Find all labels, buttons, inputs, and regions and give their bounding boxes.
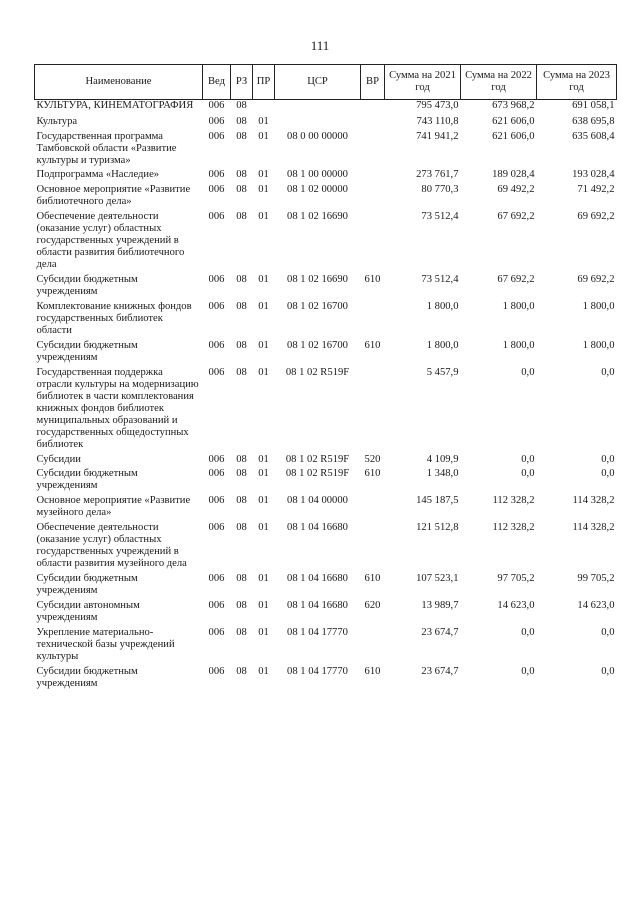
row-rz: 08: [236, 573, 247, 584]
row-sum-2023: 114 328,2: [572, 495, 615, 506]
row-sum-2021: 4 109,9: [426, 454, 459, 465]
row-name: Обеспечение деятельности (оказание услуг) областных государственных учреждений в области развития музейного дела: [36, 522, 187, 569]
table-row: [35, 301, 617, 337]
header-sum-2021: Сумма на 2021 год: [385, 65, 461, 100]
row-sum-2022: 621 606,0: [492, 116, 535, 127]
row-csr: 08 1 02 R519F: [285, 468, 350, 479]
row-sum-2021: 23 674,7: [421, 627, 459, 638]
row-sum-2022: 0,0: [521, 367, 535, 378]
row-sum-2023: 635 608,4: [572, 131, 615, 142]
row-sum-2023: 114 328,2: [572, 522, 615, 533]
header-vr: ВР: [361, 65, 385, 100]
row-rz: 08: [236, 340, 247, 351]
row-csr: 08 1 04 16680: [287, 573, 348, 584]
row-sum-2023: 0,0: [601, 367, 615, 378]
table-row: [35, 468, 617, 492]
table-row: [35, 100, 617, 113]
row-ved: 006: [208, 184, 225, 195]
row-rz: 08: [236, 666, 247, 677]
row-sum-2022: 673 968,2: [492, 100, 535, 111]
row-pr: 01: [258, 522, 269, 533]
row-vr: [361, 211, 385, 271]
row-csr: [275, 100, 361, 113]
row-csr: 08 1 02 R519F: [285, 367, 350, 378]
row-sum-2023: 0,0: [601, 468, 615, 479]
row-rz: 08: [236, 468, 247, 479]
header-pr: ПР: [253, 65, 275, 100]
row-ved: 006: [208, 666, 225, 677]
row-name: Укрепление материально-технической базы учреждений культуры: [36, 627, 175, 662]
row-csr: 08 1 04 00000: [287, 495, 348, 506]
row-sum-2022: 14 623,0: [497, 600, 535, 611]
row-sum-2021: 273 761,7: [416, 169, 459, 180]
row-sum-2021: 121 512,8: [416, 522, 459, 533]
row-csr: 08 1 02 R519F: [285, 454, 350, 465]
row-sum-2022: 69 492,2: [497, 184, 535, 195]
row-spacer: [35, 690, 617, 693]
row-sum-2021: 145 187,5: [416, 495, 459, 506]
row-vr: 520: [364, 454, 381, 465]
row-name: Субсидии бюджетным учреждениям: [36, 274, 138, 297]
row-sum-2021: 13 989,7: [421, 600, 459, 611]
row-rz: 08: [236, 600, 247, 611]
row-name: Субсидии бюджетным учреждениям: [36, 573, 138, 596]
row-vr: [361, 522, 385, 570]
row-ved: 006: [208, 211, 225, 222]
row-vr: 620: [364, 600, 381, 611]
row-vr: 610: [364, 666, 381, 677]
row-ved: 006: [208, 468, 225, 479]
row-sum-2022: 97 705,2: [497, 573, 535, 584]
row-pr: 01: [258, 666, 269, 677]
row-rz: 08: [236, 131, 247, 142]
row-sum-2022: 189 028,4: [492, 169, 535, 180]
row-ved: 006: [208, 100, 225, 111]
row-ved: 006: [208, 274, 225, 285]
table-row: [35, 454, 617, 466]
row-rz: 08: [236, 211, 247, 222]
row-name: Основное мероприятие «Развитие музейного дела»: [36, 495, 191, 518]
row-ved: 006: [208, 454, 225, 465]
row-ved: 006: [208, 495, 225, 506]
row-sum-2023: 1 800,0: [582, 340, 615, 351]
row-sum-2023: 193 028,4: [572, 169, 615, 180]
table-row: [35, 600, 617, 624]
row-name: Субсидии бюджетным учреждениям: [36, 666, 138, 689]
table-row: [35, 666, 617, 690]
row-pr: 01: [258, 573, 269, 584]
table-row: [35, 522, 617, 570]
row-pr: 01: [258, 468, 269, 479]
row-vr: [361, 184, 385, 208]
row-name: Субсидии бюджетным учреждениям: [36, 468, 138, 491]
row-sum-2023: 99 705,2: [577, 573, 615, 584]
row-ved: 006: [208, 367, 225, 378]
row-sum-2021: 795 473,0: [416, 100, 459, 111]
table-row: [35, 367, 617, 451]
row-pr: 01: [258, 454, 269, 465]
table-row: [35, 169, 617, 181]
row-ved: 006: [208, 600, 225, 611]
row-name: Комплектование книжных фондов государственных библиотек области: [36, 301, 192, 336]
row-pr: 01: [258, 184, 269, 195]
row-sum-2021: 743 110,8: [416, 116, 459, 127]
row-sum-2023: 0,0: [601, 627, 615, 638]
row-csr: 08 1 02 16690: [287, 274, 348, 285]
row-sum-2022: 621 606,0: [492, 131, 535, 142]
row-csr: 08 0 00 00000: [287, 131, 348, 142]
row-pr: 01: [258, 340, 269, 351]
table-body: [35, 100, 617, 694]
row-pr: 01: [258, 274, 269, 285]
row-vr: [361, 627, 385, 663]
row-sum-2023: 1 800,0: [582, 301, 615, 312]
row-csr: 08 1 02 16700: [287, 301, 348, 312]
row-name: Подпрограмма «Наследие»: [36, 169, 160, 180]
row-ved: 006: [208, 340, 225, 351]
row-rz: 08: [236, 522, 247, 533]
row-rz: 08: [236, 301, 247, 312]
row-sum-2022: 0,0: [521, 666, 535, 677]
row-rz: 08: [236, 100, 247, 111]
row-sum-2021: 73 512,4: [421, 274, 459, 285]
row-ved: 006: [208, 522, 225, 533]
row-sum-2022: 0,0: [521, 627, 535, 638]
row-vr: [361, 131, 385, 167]
row-sum-2021: 23 674,7: [421, 666, 459, 677]
table-row: [35, 495, 617, 519]
row-spacer-cell: [35, 690, 617, 693]
row-rz: 08: [236, 184, 247, 195]
row-ved: 006: [208, 301, 225, 312]
table-row: [35, 116, 617, 128]
budget-table: [34, 64, 617, 693]
row-pr: 01: [258, 169, 269, 180]
row-name: Субсидии бюджетным учреждениям: [36, 340, 138, 363]
row-sum-2023: 0,0: [601, 666, 615, 677]
table-row: [35, 627, 617, 663]
row-sum-2022: 0,0: [521, 454, 535, 465]
row-sum-2023: 69 692,2: [577, 211, 615, 222]
row-name: Государственная программа Тамбовской области «Развитие культуры и туризма»: [36, 131, 177, 166]
row-vr: [361, 116, 385, 128]
header-sum-2023: Сумма на 2023 год: [537, 65, 617, 100]
row-csr: 08 1 02 16700: [287, 340, 348, 351]
row-vr: [361, 495, 385, 519]
row-sum-2021: 1 800,0: [426, 340, 459, 351]
row-vr: 610: [364, 573, 381, 584]
row-ved: 006: [208, 169, 225, 180]
row-vr: 610: [364, 340, 381, 351]
row-pr: 01: [258, 301, 269, 312]
row-sum-2021: 73 512,4: [421, 211, 459, 222]
row-pr: 01: [258, 495, 269, 506]
row-vr: [361, 367, 385, 451]
row-rz: 08: [236, 274, 247, 285]
row-sum-2023: 0,0: [601, 454, 615, 465]
row-name: Государственная поддержка отрасли культуры на модернизацию библиотек в части комплектования книжных фондов библиотек муниципальных образований и государственных общедоступных библиотек: [36, 367, 199, 450]
row-ved: 006: [208, 116, 225, 127]
row-sum-2023: 691 058,1: [572, 100, 615, 111]
table-row: [35, 131, 617, 167]
row-sum-2022: 67 692,2: [497, 274, 535, 285]
row-csr: [275, 116, 361, 128]
table-row: [35, 573, 617, 597]
row-sum-2021: 5 457,9: [426, 367, 459, 378]
row-sum-2021: 741 941,2: [416, 131, 459, 142]
row-name: Субсидии автономным учреждениям: [36, 600, 140, 623]
row-sum-2023: 69 692,2: [577, 274, 615, 285]
row-vr: [361, 169, 385, 181]
row-csr: 08 1 04 16680: [287, 522, 348, 533]
row-pr: 01: [258, 131, 269, 142]
row-csr: 08 1 02 16690: [287, 211, 348, 222]
row-rz: 08: [236, 627, 247, 638]
row-sum-2021: 107 523,1: [416, 573, 459, 584]
header-rz: РЗ: [231, 65, 253, 100]
row-csr: 08 1 04 17770: [287, 627, 348, 638]
row-csr: 08 1 02 00000: [287, 184, 348, 195]
row-sum-2023: 71 492,2: [577, 184, 615, 195]
row-name: Обеспечение деятельности (оказание услуг) областных государственных учреждений в области развития библиотечного дела: [36, 211, 185, 270]
row-csr: 08 1 00 00000: [287, 169, 348, 180]
row-vr: 610: [364, 468, 381, 479]
row-sum-2021: 80 770,3: [421, 184, 459, 195]
header-ved: Вед: [203, 65, 231, 100]
row-sum-2022: 112 328,2: [492, 522, 535, 533]
row-sum-2022: 67 692,2: [497, 211, 535, 222]
row-name: Основное мероприятие «Развитие библиотечного дела»: [36, 184, 191, 207]
row-ved: 006: [208, 131, 225, 142]
header-csr: ЦСР: [275, 65, 361, 100]
row-rz: 08: [236, 454, 247, 465]
table-row: [35, 211, 617, 271]
row-pr: 01: [258, 600, 269, 611]
row-sum-2022: 112 328,2: [492, 495, 535, 506]
row-vr: [361, 100, 385, 113]
header-name: Наименование: [35, 65, 203, 100]
row-sum-2022: 1 800,0: [502, 301, 535, 312]
row-pr: 01: [258, 116, 269, 127]
row-pr: [253, 100, 275, 113]
row-vr: [361, 301, 385, 337]
row-rz: 08: [236, 495, 247, 506]
row-rz: 08: [236, 367, 247, 378]
row-name: Субсидии: [36, 454, 81, 465]
table-header-row: [35, 65, 617, 100]
table-row: [35, 184, 617, 208]
row-sum-2023: 14 623,0: [577, 600, 615, 611]
header-sum-2022: Сумма на 2022 год: [461, 65, 537, 100]
row-rz: 08: [236, 116, 247, 127]
row-sum-2021: 1 800,0: [426, 301, 459, 312]
row-sum-2022: 0,0: [521, 468, 535, 479]
table-row: [35, 340, 617, 364]
row-pr: 01: [258, 211, 269, 222]
row-sum-2023: 638 695,8: [572, 116, 615, 127]
page-number: 111: [310, 38, 330, 53]
table-row: [35, 274, 617, 298]
row-sum-2022: 1 800,0: [502, 340, 535, 351]
row-pr: 01: [258, 367, 269, 378]
row-ved: 006: [208, 627, 225, 638]
row-name: Культура: [36, 116, 78, 127]
row-vr: 610: [364, 274, 381, 285]
row-pr: 01: [258, 627, 269, 638]
row-ved: 006: [208, 573, 225, 584]
row-name: КУЛЬТУРА, КИНЕМАТОГРАФИЯ: [36, 100, 194, 111]
row-csr: 08 1 04 16680: [287, 600, 348, 611]
row-csr: 08 1 04 17770: [287, 666, 348, 677]
row-rz: 08: [236, 169, 247, 180]
row-sum-2021: 1 348,0: [426, 468, 459, 479]
